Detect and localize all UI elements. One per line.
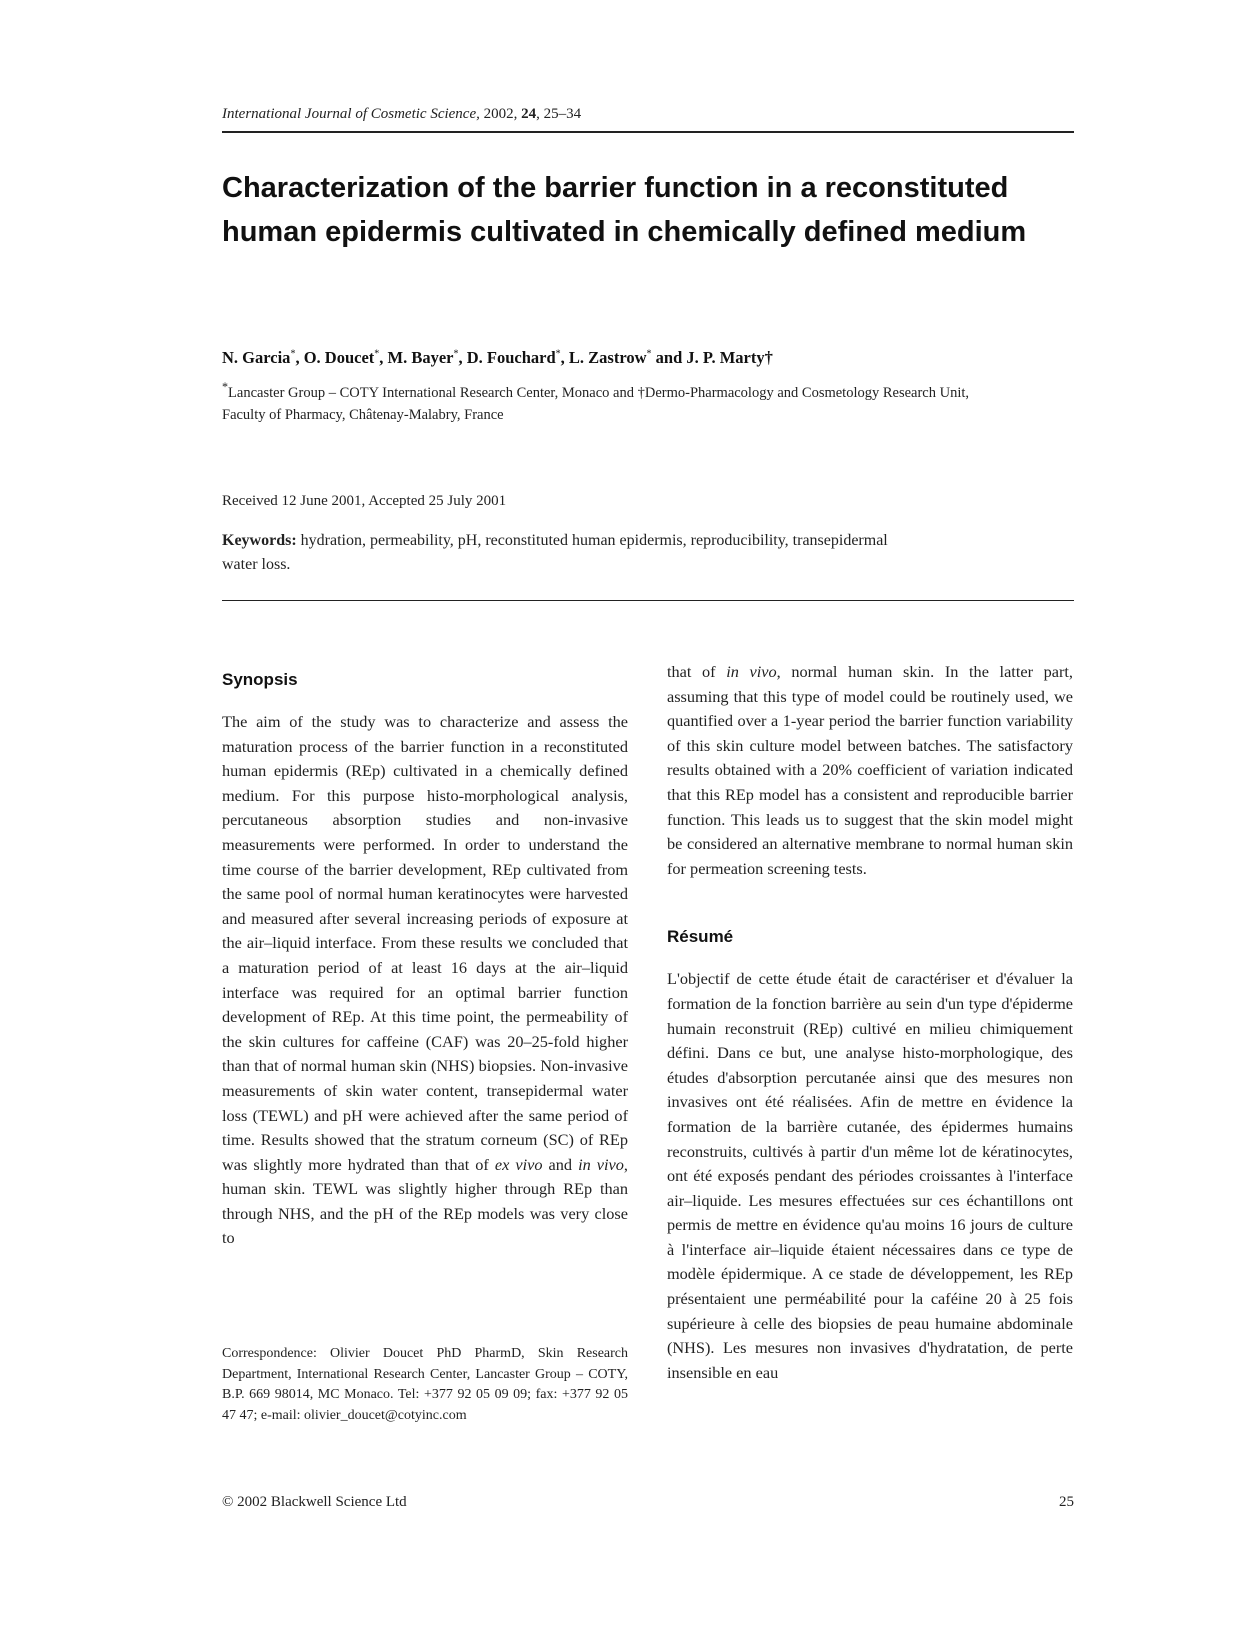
resume-paragraph: L'objectif de cette étude était de caractériser et d'évaluer la formation de la fonction barrière au sein d'un type d'épiderme humain reconstruit (REp) cultivé en milieu chimiquement défini. Dans ce but, une analyse histo-morphologique, des études d'absorption percutanée ainsi que des mesures non invasives ont été réalisées. Afin de mettre en évidence la formation de la barrière cutanée, des épidermes humains reconstruits, cultivés à partir d'un même lot de kératinocytes, ont été exposés pendant des périodes croissantes à l'interface air–liquide. Les mesures effectuées sur ces échantillons ont permis de mettre en évidence qu'au moins 16 jours de culture à l'interface air–liquide étaient nécessaires dans ce type de modèle épidermique. A ce stade de développement, les REp présentaient une perméabilité pour la caféine 20 à 25 fois supérieure à celle des biopsies de peau humaine abdominale (NHS). Les mesures non invasives d'hydratation, de perte insensible en eau bbox=[667, 969, 1073, 1382]
copyright-notice: © 2002 Blackwell Science Ltd bbox=[222, 1494, 407, 1510]
keywords-label: Keywords: bbox=[222, 532, 297, 549]
journal-pages: , 25–34 bbox=[536, 106, 582, 122]
resume-heading: Résumé bbox=[667, 927, 734, 947]
left-column bbox=[222, 670, 628, 1251]
author-name: O. Doucet bbox=[303, 348, 375, 367]
page-number: 25 bbox=[1059, 1494, 1074, 1510]
affiliation-mark: * bbox=[646, 348, 652, 360]
affiliation-mark: † bbox=[764, 348, 773, 367]
author-name: N. Garcia bbox=[222, 348, 291, 367]
affiliation-text: Lancaster Group – COTY International Research Center, Monaco and †Dermo-Pharmacology and Cosmetology Research Unit, Faculty of Pharmacy, Châtenay-Malabry, France bbox=[222, 384, 970, 423]
author-list: N. Garcia*, O. Doucet*, M. Bayer*, D. Fouchard*, L. Zastrow* and J. P. Marty† bbox=[222, 348, 773, 367]
affiliation-mark: * bbox=[222, 380, 229, 394]
italic-term: in vivo bbox=[578, 1154, 624, 1174]
running-head bbox=[222, 106, 1074, 133]
journal-year: 2002, bbox=[483, 106, 518, 122]
keywords bbox=[222, 529, 922, 577]
right-column bbox=[667, 660, 1073, 1385]
received-dates: Received 12 June 2001, Accepted 25 July 2001 bbox=[222, 493, 507, 509]
author-name: D. Fouchard bbox=[466, 348, 556, 367]
author-name: and J. P. Marty bbox=[655, 348, 765, 367]
italic-term: in vivo bbox=[726, 662, 777, 681]
keywords-text: hydration, permeability, pH, reconstituted human epidermis, reproducibility, transepidermal water loss. bbox=[222, 532, 888, 573]
synopsis-text: that of bbox=[667, 662, 716, 681]
affiliations bbox=[222, 376, 1002, 426]
synopsis-text: and bbox=[548, 1154, 573, 1174]
article-title: Characterization of the barrier function in a reconstituted human epidermis cultivated in chemically defined medium bbox=[222, 172, 1027, 248]
affiliation-mark: * bbox=[290, 348, 296, 360]
synopsis-text: , normal human skin. In the latter part, assuming that this type of model could be routinely used, we quantified over a 1-year period the barrier function variability of this skin culture model between batches. The satisfactory results obtained with a 20% coefficient of variation indicated that this REp model has a consistent and reproducible barrier function. This leads us to suggest that the skin model might be considered an alternative membrane to normal human skin for permeation screening tests. bbox=[667, 662, 1073, 878]
synopsis-heading: Synopsis bbox=[222, 670, 298, 689]
synopsis-continuation bbox=[667, 660, 1073, 881]
author-name: L. Zastrow bbox=[568, 348, 647, 367]
italic-term: ex vivo bbox=[494, 1154, 543, 1174]
divider bbox=[222, 600, 1074, 601]
correspondence-note: Correspondence: Olivier Doucet PhD PharmD, Skin Research Department, International Research Center, Lancaster Group – COTY, B.P. 669 98014, MC Monaco. Tel: +377 92 05 09 09; fax: +377 92 05 47 47; e-mail: olivier_doucet@cotyinc.com bbox=[222, 1346, 628, 1423]
affiliation-mark: * bbox=[453, 348, 459, 360]
synopsis-paragraph bbox=[222, 710, 628, 1251]
author-name: M. Bayer bbox=[387, 348, 454, 367]
affiliation-mark: * bbox=[555, 348, 561, 360]
journal-volume: 24 bbox=[521, 106, 537, 122]
synopsis-text: The aim of the study was to characterize and assess the maturation process of the barrier function in a reconstituted human epidermis (REp) cultivated in a chemically defined medium. For this purpose histo-morphological analysis, percutaneous absorption studies and non-invasive measurements were performed. In order to understand the time course of the barrier development, REp cultivated from the same pool of normal human keratinocytes were harvested and measured after several increasing periods of exposure at the air–liquid interface. From these results we concluded that a maturation period of at least 16 days at the air–liquid interface was required for an optimal barrier function development of REp. At this time point, the permeability of the skin cultures for caffeine (CAF) was 20–25-fold higher than that of normal human skin (NHS) biopsies. Non-invasive measurements of skin water content, transepidermal water loss (TEWL) and pH were achieved after the same period of time. Results showed that the stratum corneum (SC) of REp was slightly more hydrated than that of bbox=[222, 712, 628, 1174]
journal-name: International Journal of Cosmetic Science, bbox=[222, 106, 480, 122]
synopsis-text: , human skin. TEWL was slightly higher through REp than through NHS, and the pH of the REp models was very close to bbox=[222, 1154, 628, 1248]
affiliation-mark: * bbox=[374, 348, 380, 360]
